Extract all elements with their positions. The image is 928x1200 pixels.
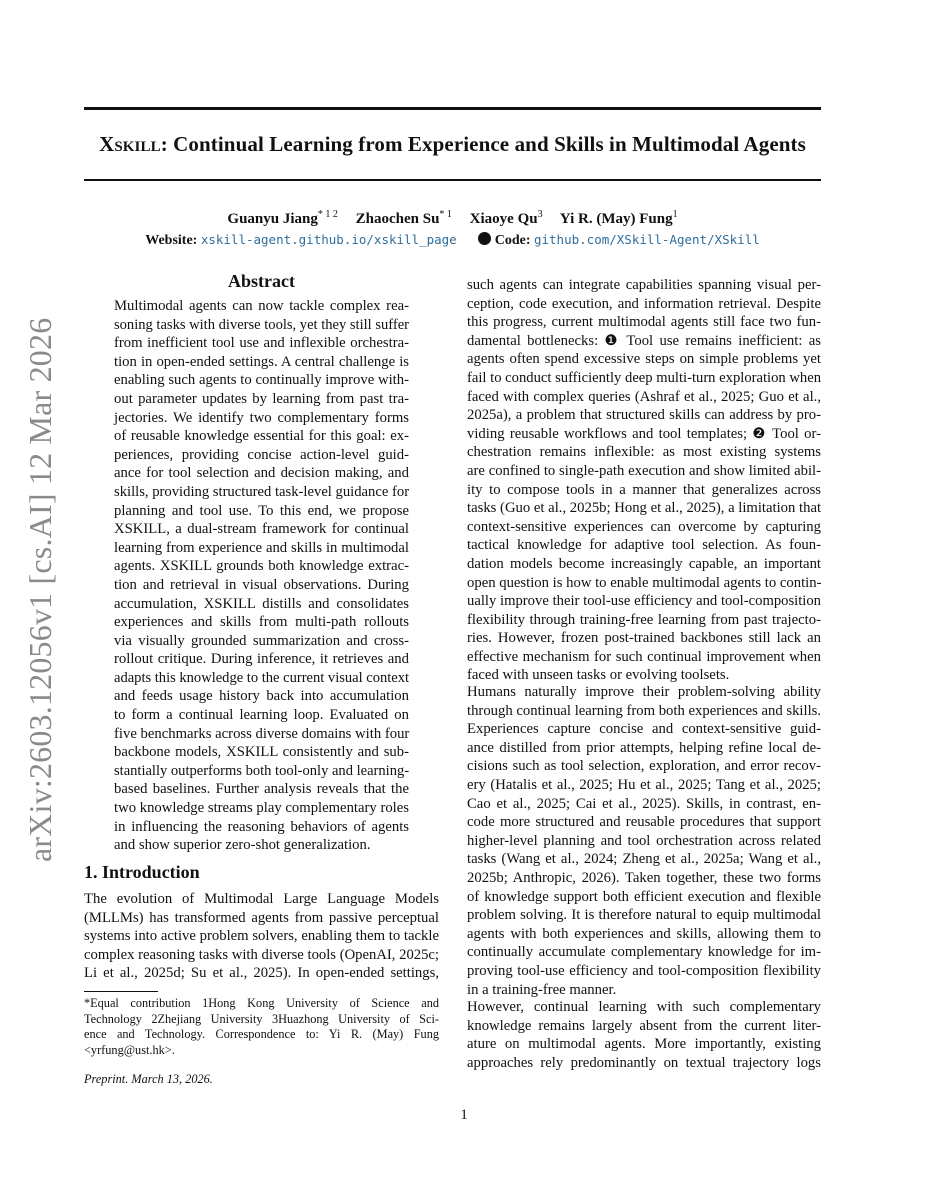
text-line: continually accumulate complementary knowledge for im- bbox=[467, 944, 821, 961]
text-line: dation models become increasingly capable, an important bbox=[467, 555, 821, 572]
text-line: Humans naturally improve their problem-solving ability bbox=[467, 684, 821, 700]
text-line: Experiences capture concise and context-sensitive guid- bbox=[467, 721, 821, 738]
text-line: in influencing the reasoning behaviors of agents bbox=[114, 818, 409, 835]
intro-paragraph bbox=[84, 890, 439, 983]
text-line: faced with complex queries (Ashraf et al., 2025; Guo et al., bbox=[467, 388, 821, 405]
paper-title: XSKILL: Continual Learning from Experience and Skills in Multimodal Agents bbox=[99, 132, 806, 156]
text-line: planning and tool use. To this end, we propose bbox=[114, 502, 409, 519]
text-line: ception, code execution, and information retrieval. Despite bbox=[467, 295, 821, 312]
text-line: of knowledge support both efficient execution and flexible bbox=[467, 888, 821, 905]
text-line: via visually grounded summarization and cross- bbox=[114, 632, 409, 649]
author-name: Xiaoye Qu bbox=[469, 211, 538, 227]
text-line: tasks (Guo et al., 2025b; Hong et al., 2025), a limitation that bbox=[467, 500, 822, 517]
text-line: periences, providing concise action-level guid- bbox=[114, 446, 409, 463]
text-line: code more structured and reusable procedures that support bbox=[467, 814, 821, 831]
text-line: backbone models, XSKILL consistently and sub- bbox=[114, 744, 409, 761]
text-line: such agents can integrate capabilities spanning visual per- bbox=[467, 277, 821, 293]
text-line: viding reusable workflows and tool templates; ❷ Tool or- bbox=[467, 425, 821, 442]
text-line: The evolution of Multimodal Large Language Models bbox=[84, 891, 439, 907]
text-line: systems into active problem solvers, enabling them to tackle bbox=[84, 928, 439, 945]
author-affiliation: 1 bbox=[672, 209, 678, 220]
text-line: agents. XSKILL grounds both knowledge extrac- bbox=[114, 558, 409, 575]
text-line: (MLLMs) has transformed agents from passive perceptual bbox=[84, 909, 439, 926]
text-line: higher-level planning and tool orchestration across related bbox=[467, 832, 821, 849]
text-line: tion in open-ended settings. A central challenge is bbox=[114, 353, 409, 370]
text-line: ery (Hatalis et al., 2025; Hu et al., 2025; Tang et al., 2025; bbox=[467, 776, 821, 793]
text-line: approaches rely predominantly on textual trajectory logs bbox=[467, 1054, 821, 1071]
text-line: tion and retrieval in visual observations. During bbox=[114, 576, 409, 593]
footnote-line: Technology 2Zhejiang University 3Huazhong University of Sci- bbox=[84, 1011, 439, 1026]
footnote bbox=[84, 996, 439, 1058]
text-line: Multimodal agents can now tackle complex rea- bbox=[114, 298, 409, 314]
title-bottom-rule bbox=[84, 179, 821, 181]
text-line: agents often spend excessive steps on simple problems yet bbox=[467, 351, 821, 368]
footnote-line: *Equal contribution 1Hong Kong University of Science and bbox=[84, 996, 439, 1010]
author-list bbox=[84, 204, 821, 230]
text-line: XSKILL, a dual-stream framework for continual bbox=[114, 521, 409, 538]
section-heading: 1. Introduction bbox=[84, 862, 200, 882]
text-line: in a training-free manner. bbox=[467, 981, 617, 998]
website-label: Website: bbox=[145, 233, 198, 248]
text-line: complex reasoning tasks with diverse tools (OpenAI, 2025c; bbox=[84, 946, 439, 963]
author-name: Guanyu Jiang bbox=[227, 211, 318, 227]
text-line: problem solving. It is therefore natural to equip multimodal bbox=[467, 907, 821, 924]
text-line: adapts this knowledge to the current visual context bbox=[114, 669, 410, 686]
preprint-note: Preprint. March 13, 2026. bbox=[84, 1072, 213, 1086]
text-line: ity to compose tools in a manner that generalizes across bbox=[467, 481, 821, 498]
text-line: ually improve their tool-use efficiency and tool-composition bbox=[467, 593, 821, 610]
text-line: However, continual learning with such complementary bbox=[467, 999, 821, 1015]
text-line: knowledge remains largely absent from the current liter- bbox=[467, 1017, 821, 1034]
right-paragraph-3 bbox=[467, 998, 821, 1072]
author-affiliation: * 1 2 bbox=[317, 209, 338, 220]
right-paragraph-1 bbox=[467, 276, 821, 685]
text-line: and show superior zero-shot generalization. bbox=[114, 837, 371, 854]
text-line: ance distilled from prior attempts, helping refine local de- bbox=[467, 739, 821, 756]
text-line: flexibility through training-free learning from past trajecto- bbox=[467, 611, 821, 628]
author-affiliation: 3 bbox=[537, 209, 543, 220]
text-line: ance for tool selection and decision making, and bbox=[114, 465, 409, 482]
text-line: Li et al., 2025d; Su et al., 2025). In open-ended settings, bbox=[84, 965, 439, 982]
author-affiliation: * 1 bbox=[439, 209, 452, 220]
text-line: soning tasks with diverse tools, yet they still suffer bbox=[114, 316, 409, 333]
arxiv-stamp: arXiv:2603.12056v1 [cs.AI] 12 Mar 2026 bbox=[22, 317, 58, 862]
text-line: skills, providing structured task-level guidance for bbox=[114, 483, 410, 500]
author-name: Zhaochen Su bbox=[355, 211, 440, 227]
text-line: open question is how to enable multimodal agents to contin- bbox=[467, 574, 822, 591]
text-line: tactical knowledge for adaptive tool selection. As foun- bbox=[467, 537, 821, 554]
text-line: tasks (Wang et al., 2024; Zheng et al., 2025a; Wang et al., bbox=[467, 851, 821, 868]
abstract-body bbox=[114, 297, 409, 855]
footnote-line: ence and Technology. Correspondence to: Yi R. (May) Fung bbox=[84, 1027, 439, 1042]
text-line: of reusable knowledge essential for this goal: ex- bbox=[114, 428, 409, 445]
text-line: proving tool-use efficiency and tool-composition flexibility bbox=[467, 962, 821, 979]
text-line: experiences and skills from multi-path rollouts bbox=[114, 614, 409, 631]
text-line: from inefficient tool use and inflexible orchestra- bbox=[114, 335, 409, 352]
text-line: ature on multimodal agents. More importantly, existing bbox=[467, 1036, 821, 1053]
website-link[interactable]: xskill-agent.github.io/xskill_page bbox=[200, 232, 457, 247]
text-line: enabling such agents to continually improve with- bbox=[114, 372, 409, 389]
text-line: damental bottlenecks: ❶ Tool use remains inefficient: as bbox=[467, 332, 821, 349]
text-line: 2025a), a problem that structured skills can address by pro- bbox=[467, 407, 821, 424]
text-line: ries. However, frozen post-trained backbones still lack an bbox=[467, 630, 821, 647]
text-line: learning from experience and skills in multimodal bbox=[114, 539, 409, 556]
author-name: Yi R. (May) Fung bbox=[559, 211, 673, 227]
text-line: rollout critique. During inference, it retrieves and bbox=[114, 651, 409, 668]
text-line: cisions such as tool selection, exploration, and error recov- bbox=[467, 758, 821, 775]
project-links bbox=[84, 229, 821, 252]
text-line: this progress, current multimodal agents still face two fun- bbox=[467, 314, 821, 331]
code-label: Code: bbox=[494, 233, 531, 248]
abstract-heading: Abstract bbox=[228, 271, 295, 291]
footnote-line: <yrfung@ust.hk>. bbox=[84, 1042, 175, 1057]
text-line: accumulation, XSKILL distills and consolidates bbox=[114, 595, 409, 612]
code-link[interactable]: github.com/XSkill-Agent/XSkill bbox=[533, 232, 760, 247]
text-line: agents with both experiences and skills, allowing them to bbox=[467, 925, 821, 942]
text-line: stantially outperforms both tool-only and learning- bbox=[114, 762, 410, 779]
text-line: out parameter updates by learning from past tra- bbox=[114, 390, 409, 407]
title-top-rule bbox=[84, 107, 821, 110]
footnote-rule bbox=[84, 991, 158, 992]
text-line: five benchmarks across diverse domains with four bbox=[114, 725, 410, 742]
page-number: 1 bbox=[460, 1107, 468, 1123]
text-line: Cao et al., 2025; Cai et al., 2025). Skills, in contrast, en- bbox=[467, 795, 821, 812]
text-line: context-sensitive experiences can overcome by capturing bbox=[467, 518, 821, 535]
text-line: chestration remains inflexible: as most existing systems bbox=[467, 444, 821, 461]
text-line: jectories. We identify two complementary forms bbox=[114, 409, 409, 426]
text-line: through continual learning from both experiences and skills. bbox=[467, 702, 822, 719]
text-line: based baselines. Further analysis reveals that the bbox=[114, 781, 409, 798]
text-line: faced with unseen tasks or evolving toolsets. bbox=[467, 667, 730, 684]
text-line: effective mechanism for such continual improvement when bbox=[467, 648, 821, 665]
text-line: 2025b; Anthropic, 2026). Taken together, these two forms bbox=[467, 869, 821, 886]
text-line: and feeds usage history back into accumulation bbox=[114, 688, 409, 705]
github-icon bbox=[478, 232, 491, 245]
right-paragraph-2 bbox=[467, 683, 821, 999]
text-line: are confined to single-path execution and show limited abil- bbox=[467, 462, 821, 479]
text-line: fail to conduct sufficiently deep multi-turn exploration when bbox=[467, 369, 821, 386]
text-line: to form a continual learning loop. Evaluated on bbox=[114, 707, 409, 724]
text-line: two knowledge streams play complementary roles bbox=[114, 800, 409, 817]
